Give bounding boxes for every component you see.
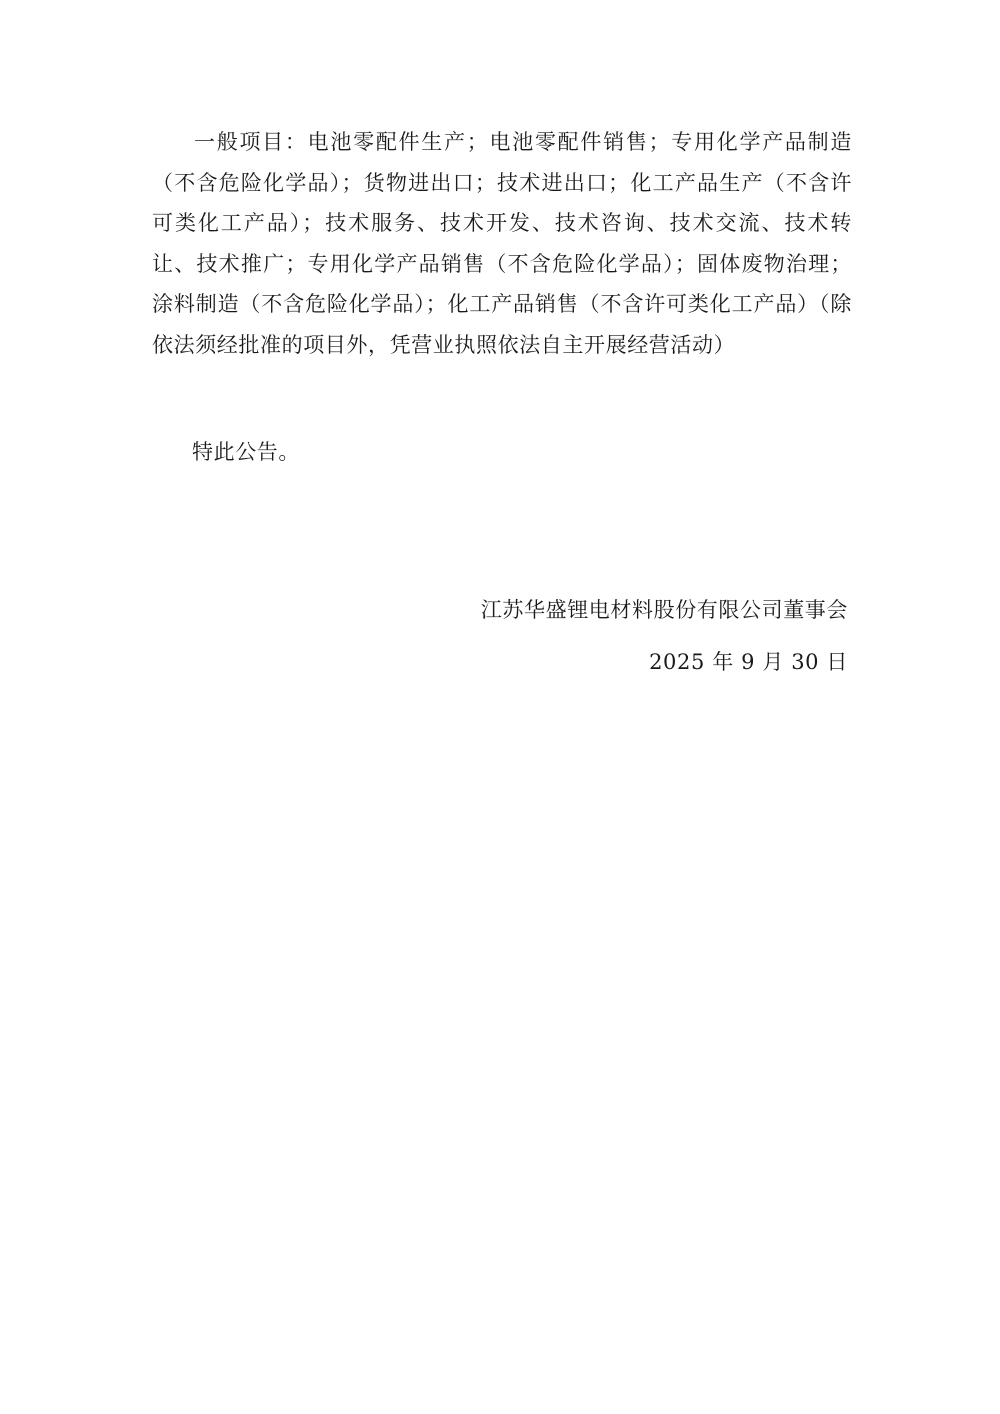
signature-block [481,590,848,682]
business-scope-paragraph: 一般项目：电池零配件生产；电池零配件销售；专用化学产品制造（不含危险化学品）；货物进出口；技术进出口；化工产品生产（不含许可类化工产品）；技术服务、技术开发、技术咨询、技术交流、技术转让、技术推广；专用化学产品销售（不含危险化学品）；固体废物治理；涂料制造（不含危险化学品）；化工产品销售（不含许可类化工产品）（除依法须经批准的项目外，凭营业执照依法自主开展经营活动） [152,130,852,357]
closing-statement: 特此公告。 [192,440,300,464]
announcement-date: 2025 年 9 月 30 日 [649,650,848,674]
signatory-name: 江苏华盛锂电材料股份有限公司董事会 [480,598,848,622]
